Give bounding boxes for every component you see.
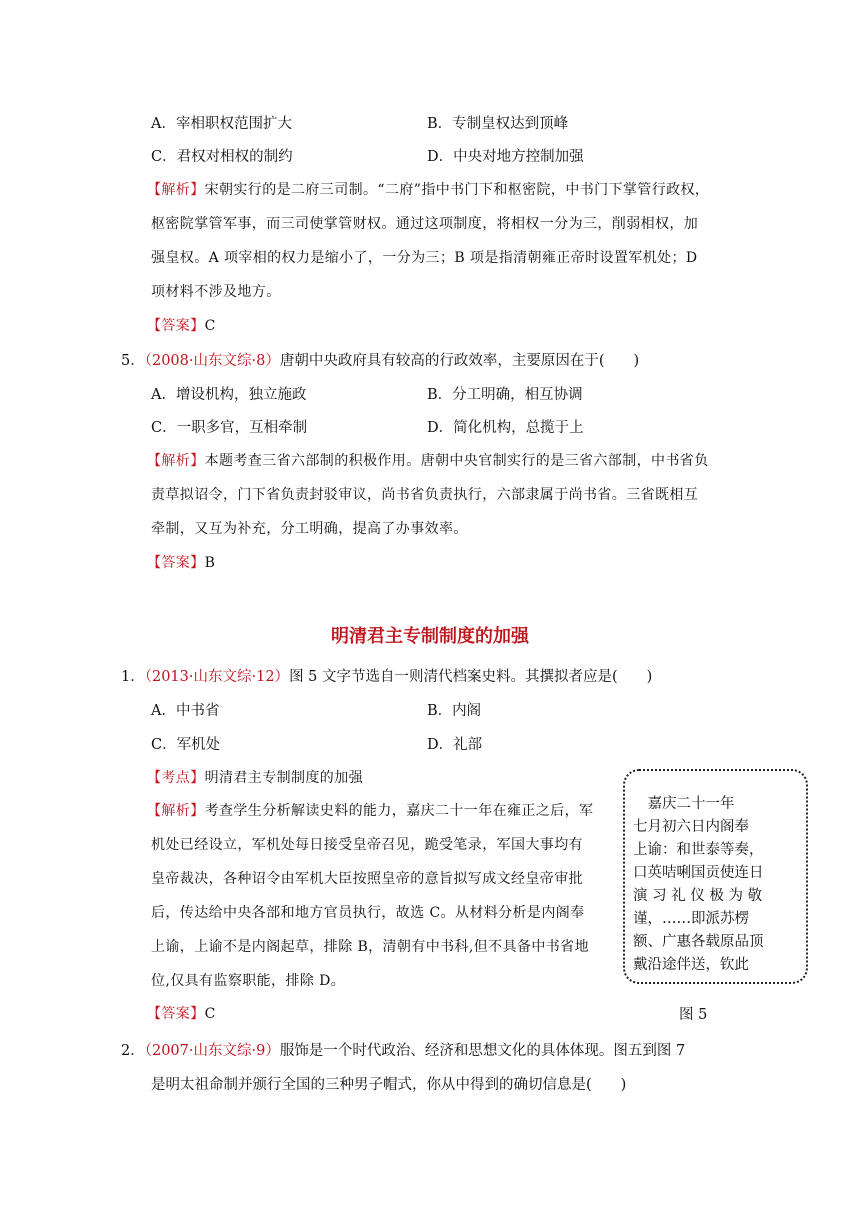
analysis-line: 位,仅具有监察职能，排除 D。 — [151, 973, 346, 989]
analysis-line: 牵制，又互为补充，分工明确，提高了办事效率。 — [151, 521, 468, 537]
question-source: （2007·山东文综·9） — [144, 1043, 280, 1059]
doc-line: 演 习 礼 仪 极 为 敬 — [633, 888, 763, 904]
analysis-tag: 【解析】 — [147, 803, 205, 819]
question-source: （2013·山东文综·12） — [144, 669, 290, 685]
analysis-line: 【解析】宋朝实行的是二府三司制。“二府”指中书门下和枢密院，中书门下掌管行政权， — [147, 182, 710, 198]
analysis-line: 枢密院掌管军事，而三司使掌管财权。通过这项制度，将相权一分为三，削弱相权，加 — [151, 216, 699, 232]
option-a: A．宰相职权范围扩大 — [151, 116, 292, 132]
answer-line — [147, 1003, 216, 1023]
doc-line: 上谕：和世泰等奏， — [633, 842, 764, 858]
question-stem: 5．（2008·山东文综·8）唐朝中央政府具有较高的行政效率，主要原因在于( ) — [121, 353, 640, 369]
answer-tag: 【答案】 — [147, 318, 205, 334]
section-title: 明清君主专制制度的加强 — [331, 626, 529, 647]
option-a: A．增设机构，独立施政 — [151, 387, 307, 403]
doc-line: 嘉庆二十一年 — [633, 796, 735, 812]
question-stem: 2．（2007·山东文综·9）服饰是一个时代政治、经济和思想文化的具体体现。图五到图 7 — [121, 1043, 686, 1059]
option-c: C．一职多官，互相牵制 — [151, 420, 308, 436]
kaodian-line: 【考点】明清君主专制制度的加强 — [147, 770, 364, 786]
analysis-line: 机处已经设立，军机处每日接受皇帝召见，跪受笔录，军国大事均有 — [151, 837, 583, 853]
doc-line: 谨，……即派苏楞 — [633, 911, 749, 927]
doc-line: 七月初六日内阁奉 — [633, 819, 749, 835]
analysis-line: 上谕，上谕不是内阁起草，排除 B，清朝有中书科,但不具备中书省地 — [151, 939, 589, 955]
answer-line — [147, 552, 215, 572]
analysis-line: 强皇权。A 项宰相的权力是缩小了，一分为三；B 项是指清朝雍正帝时设置军机处；D — [151, 250, 698, 266]
kaodian-tag: 【考点】 — [147, 770, 205, 786]
analysis-line: 【解析】本题考查三省六部制的积极作用。唐朝中央官制实行的是三省六部制，中书省负 — [147, 453, 709, 469]
option-d: D．简化机构，总揽于上 — [427, 420, 584, 436]
answer-value: C — [204, 1006, 216, 1022]
option-c: C．军机处 — [151, 737, 221, 753]
question-number: 2． — [121, 1043, 145, 1059]
analysis-line: 后，传达给中央各部和地方官员执行，故选 C。从材料分析是内阁奉 — [151, 905, 585, 921]
doc-line: 额、广惠各载原品顶 — [633, 934, 764, 950]
figure-caption: 图 5 — [679, 1007, 708, 1023]
analysis-line: 项材料不涉及地方。 — [151, 284, 281, 300]
option-c: C．君权对相权的制约 — [151, 149, 293, 165]
analysis-tag: 【解析】 — [147, 453, 205, 469]
answer-tag: 【答案】 — [147, 555, 205, 571]
answer-value: C — [204, 318, 216, 334]
option-a: A．中书省 — [151, 703, 220, 719]
question-stem-line: 是明太祖命制并颁行全国的三种男子帽式，你从中得到的确切信息是( ) — [151, 1077, 627, 1093]
question-source: （2008·山东文综·8） — [144, 353, 280, 369]
question-stem: 1．（2013·山东文综·12）图 5 文字节选自一则清代档案史料。其撰拟者应是( ) — [121, 669, 653, 685]
doc-line: 戴沿途伴送，钦此 — [633, 957, 749, 973]
option-d: D．礼部 — [427, 737, 483, 753]
option-b: B．专制皇权达到顶峰 — [427, 116, 569, 132]
question-number: 5． — [121, 353, 145, 369]
answer-value: B — [204, 555, 216, 571]
analysis-line: 皇帝裁决，各种诏令由军机大臣按照皇帝的意旨拟写成文经皇帝审批 — [151, 871, 583, 887]
option-d: D．中央对地方控制加强 — [427, 149, 584, 165]
option-b: B．分工明确，相互协调 — [427, 387, 583, 403]
analysis-tag: 【解析】 — [147, 182, 205, 198]
answer-line — [147, 315, 216, 335]
analysis-line: 责草拟诏令，门下省负责封驳审议，尚书省负责执行，六部隶属于尚书省。三省既相互 — [151, 487, 699, 503]
option-b: B．内阁 — [427, 703, 482, 719]
analysis-line: 【解析】考查学生分析解读史料的能力，嘉庆二十一年在雍正之后，军 — [147, 803, 594, 819]
doc-line: 口英咭唎国贡使连日 — [633, 865, 764, 881]
question-number: 1． — [121, 669, 145, 685]
answer-tag: 【答案】 — [147, 1006, 205, 1022]
